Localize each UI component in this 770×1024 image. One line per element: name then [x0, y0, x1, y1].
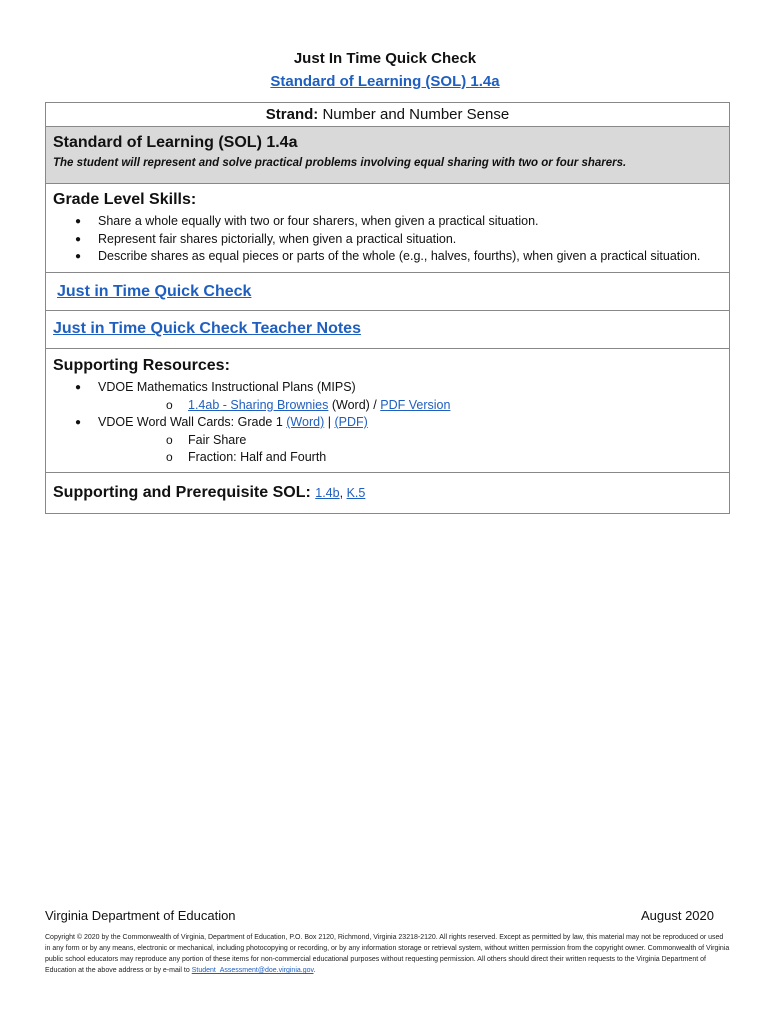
strand-label: Strand: — [265, 106, 319, 123]
teacher-notes-row — [46, 311, 729, 349]
list-item — [53, 379, 729, 414]
mips-word-label: (Word) / — [331, 397, 377, 412]
prereq-row — [46, 473, 729, 513]
skills-list — [53, 213, 729, 266]
wall-cards-separator: | — [327, 415, 331, 429]
quick-check-link[interactable]: Just in Time Quick Check — [57, 283, 252, 300]
sol-row — [46, 127, 729, 184]
copyright-period: . — [313, 967, 316, 974]
wall-cards-pdf-link[interactable]: (PDF) — [334, 415, 368, 429]
copyright-notice — [45, 932, 730, 976]
prereq-link-1-4b[interactable]: 1.4b — [315, 486, 340, 500]
list-item: ● Describe shares as equal pieces or parts of the whole (e.g., halves, fourths), when given a practical situation. — [53, 248, 729, 266]
resources-row — [46, 349, 729, 473]
sol-subtitle-link[interactable]: Standard of Learning (SOL) 1.4a — [270, 73, 500, 90]
sol-subtitle — [0, 73, 770, 90]
page-title: Just In Time Quick Check — [293, 50, 477, 67]
prereq-link-k-5[interactable]: K.5 — [346, 486, 366, 500]
footer-date: August 2020 — [640, 908, 714, 923]
wall-cards-word-link[interactable]: (Word) — [286, 415, 325, 429]
mips-sublist — [98, 397, 729, 415]
resources-list — [53, 379, 729, 467]
list-item — [53, 414, 729, 467]
quick-check-row — [46, 273, 729, 311]
resources-heading: Supporting Resources: — [53, 357, 230, 374]
prereq-label: Supporting and Prerequisite SOL: — [53, 484, 311, 501]
mips-sharing-brownies-link[interactable]: 1.4ab - Sharing Brownies — [188, 397, 329, 412]
content-table — [45, 102, 730, 514]
list-item: o Fraction: Half and Fourth — [98, 449, 729, 467]
list-item: ● Represent fair shares pictorially, when given a practical situation. — [53, 231, 729, 249]
wall-cards-sublist — [98, 432, 729, 467]
list-item — [98, 397, 729, 415]
sol-heading: Standard of Learning (SOL) 1.4a — [53, 134, 298, 151]
strand-value: Number and Number Sense — [322, 106, 510, 123]
teacher-notes-link[interactable]: Just in Time Quick Check Teacher Notes — [53, 320, 361, 337]
list-item: o Fair Share — [98, 432, 729, 450]
wall-cards-label: VDOE Word Wall Cards: Grade 1 — [98, 415, 283, 429]
copyright-text: Copyright © 2020 by the Commonwealth of Virginia, Department of Education, P.O. Box 2120, Richmond, Virginia 23218-2120. All rights reserved. Except as permitted by law, this material may not be reproduced or used in any form or by any means, electronic or mechanical, including photocopying or recording, or by any information storage or retrieval system, without written permission from the copyright owner. Commonwealth of Virginia public school educators may reproduce any portion of these items for non-commercial educational purposes without requesting permission. All others should direct their written requests to the Virginia Department of Education at the above address or by e-mail to — [45, 934, 730, 974]
prereq-separator: , — [339, 486, 344, 500]
skills-row — [46, 184, 729, 273]
email-link[interactable]: Student_Assessment@doe.virginia.gov — [191, 967, 314, 974]
footer-org: Virginia Department of Education — [45, 908, 236, 923]
skills-heading: Grade Level Skills: — [53, 191, 197, 208]
strand-row — [46, 103, 729, 127]
mips-pdf-link[interactable]: PDF Version — [380, 397, 451, 412]
list-item: ● Share a whole equally with two or four sharers, when given a practical situation. — [53, 213, 729, 231]
mips-label: VDOE Mathematics Instructional Plans (MIPS) — [98, 380, 356, 394]
sol-description: The student will represent and solve practical problems involving equal sharing with two or four sharers. — [53, 157, 627, 169]
